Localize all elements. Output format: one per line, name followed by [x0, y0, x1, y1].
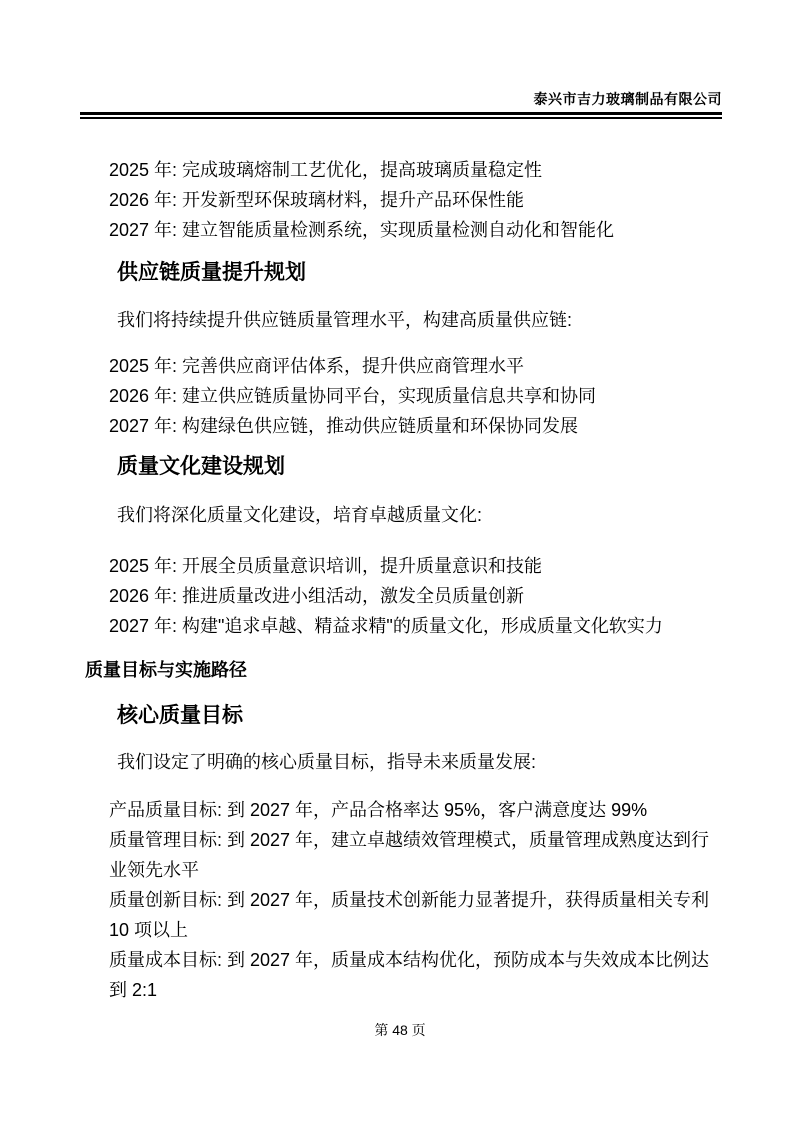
section-intro: 我们将深化质量文化建设，培育卓越质量文化: [117, 505, 482, 525]
page-footer [0, 1020, 800, 1040]
goal-line: 产品质量目标: 到 2027 年，产品合格率达 95%，客户满意度达 99% [109, 800, 648, 820]
roadmap-line: 2026 年: 开发新型环保玻璃材料，提升产品环保性能 [109, 190, 525, 210]
goal-line: 质量创新目标: 到 2027 年，质量技术创新能力显著提升，获得质量相关专利 10 项以上 [109, 890, 710, 940]
section-intro: 我们设定了明确的核心质量目标，指导未来质量发展: [117, 752, 536, 772]
goal-line: 质量成本目标: 到 2027 年，质量成本结构优化，预防成本与失效成本比例达到 2:1 [109, 950, 710, 1000]
roadmap-group-detection [85, 155, 720, 245]
roadmap-group-supply-chain [85, 351, 720, 441]
section-title-supply-chain: 供应链质量提升规划 [117, 261, 306, 284]
section-intro: 我们将持续提升供应链质量管理水平，构建高质量供应链: [117, 310, 572, 330]
roadmap-line: 2027 年: 建立智能质量检测系统，实现质量检测自动化和智能化 [109, 220, 615, 240]
section-title-quality-culture: 质量文化建设规划 [117, 455, 285, 478]
roadmap-group-quality-culture [85, 551, 720, 641]
roadmap-line: 2025 年: 开展全员质量意识培训，提升质量意识和技能 [109, 556, 543, 576]
page-header [80, 90, 722, 119]
document-content [85, 120, 720, 1005]
goal-line: 质量管理目标: 到 2027 年，建立卓越绩效管理模式，质量管理成熟度达到行业领先水平 [109, 830, 710, 880]
roadmap-line: 2027 年: 构建绿色供应链，推动供应链质量和环保协同发展 [109, 416, 579, 436]
page-number: 第 48 页 [374, 1022, 426, 1038]
roadmap-line: 2026 年: 推进质量改进小组活动，激发全员质量创新 [109, 586, 525, 606]
section-title-core-goals: 核心质量目标 [117, 704, 243, 727]
roadmap-line: 2025 年: 完善供应商评估体系，提升供应商管理水平 [109, 356, 525, 376]
header-company-name: 泰兴市吉力玻璃制品有限公司 [533, 91, 722, 107]
goals-group [85, 795, 720, 1005]
roadmap-line: 2026 年: 建立供应链质量协同平台，实现质量信息共享和协同 [109, 386, 597, 406]
header-rule [80, 112, 722, 119]
chapter-title-goals-and-path: 质量目标与实施路径 [85, 660, 247, 680]
roadmap-line: 2025 年: 完成玻璃熔制工艺优化，提高玻璃质量稳定性 [109, 160, 543, 180]
roadmap-line: 2027 年: 构建"追求卓越、精益求精"的质量文化，形成质量文化软实力 [109, 616, 663, 636]
